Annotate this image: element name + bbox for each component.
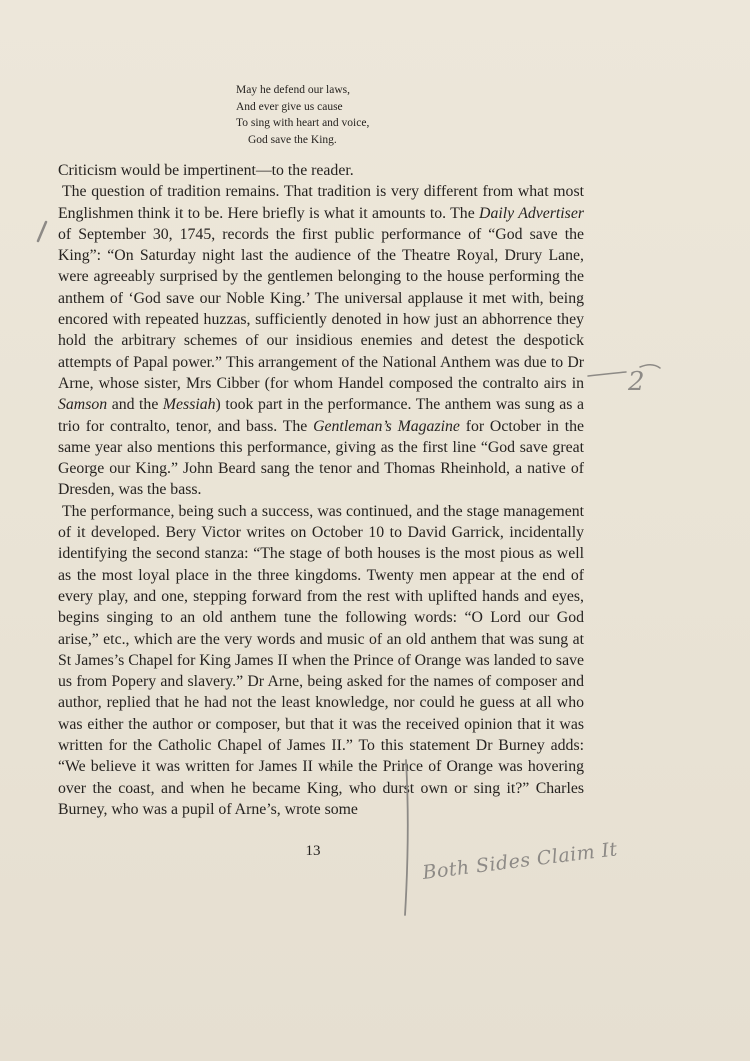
pencil-stroke bbox=[588, 372, 626, 376]
pencil-margin-note: Both Sides Claim It bbox=[421, 838, 619, 884]
text-run: The question of tradition remains. That tradition is very different from what most Englishmen think it to be. Here briefly is what it amounts to. The bbox=[58, 183, 584, 222]
verse-line-4: God save the King. bbox=[248, 133, 337, 146]
italic-title: Samson bbox=[58, 396, 108, 414]
page-number: 13 bbox=[305, 843, 321, 859]
text-run: and the bbox=[107, 396, 163, 414]
verse-block bbox=[236, 82, 369, 148]
paragraph-3 bbox=[58, 501, 584, 820]
italic-title: Messiah bbox=[162, 396, 216, 414]
text-run: The performance, being such a success, was continued, and the stage management of it developed. Bery Victor writes on October 10 to David Garrick, incidentally identifying the second stanza: “The stage of both houses is the most pious as well as the most loyal place in the three kingdoms. Twenty men appear at the end of every play, and one, stepping forward from the rest with uplifted hands and eyes, begins singing to an old anthem tune the following words: “O Lord our God arise,” etc., which are the very words and music of an old anthem that was sung at St James’s Chapel for King James II when the Prince of Orange was landed to save us from Popery and slavery.” Dr Arne, being asked for the names of composer and author, replied that he had not the least knowledge, nor could he guess at all who was either the author or composer, but that it was the received opinion that it was written for the Catholic Chapel of James II.” To this statement Dr Burney adds: “We believe it was written for James II while the Prince of Orange was hovering over the coast, and when he became King, who durst own or sing it?” Charles Burney, who was a pupil of Arne’s, wrote some bbox=[58, 502, 584, 818]
pencil-stroke bbox=[640, 365, 660, 368]
text-run: for October in the same year also mentions this performance, giving as the first line “God save great George our King.” John Beard sang the tenor and Thomas Rheinhold, a native of Dresden, was the bass. bbox=[58, 417, 585, 499]
paragraph-1 bbox=[58, 160, 584, 181]
text-run: of September 30, 1745, records the first public performance of “God save the King”: “On Saturday night last the audience of the Theatre Royal, Drury Lane, were agreeably surprised by the gentlemen belonging to the house performing the anthem of ‘God save our Noble King.’ The universal applause it met with, being encored with repeated huzzas, sufficiently denoted in how just an abhorrence they hold the arbitrary schemes of our insidious enemies and detest the despotick attempts of Papal power.” This arrangement of the National Anthem was due to Dr Arne, whose sister, Mrs Cibber (for whom Handel composed the contralto airs in bbox=[58, 225, 584, 392]
italic-title: Daily Advertiser bbox=[479, 204, 584, 222]
verse-line-3: To sing with heart and voice, bbox=[236, 117, 370, 129]
body-text bbox=[58, 160, 584, 820]
verse-line-1: May he defend our laws, bbox=[236, 84, 351, 96]
paragraph-2 bbox=[58, 181, 584, 500]
pencil-tick-mark bbox=[38, 222, 46, 241]
verse-line-2: And ever give us cause bbox=[236, 100, 343, 113]
italic-title: Gentleman’s Magazine bbox=[313, 417, 460, 435]
text-run: ) took part in the performance. The anthem was sung as a trio for contralto, tenor, and bass. The bbox=[58, 396, 584, 435]
text-run: Criticism would be impertinent—to the reader. bbox=[58, 162, 354, 179]
pencil-number-mark: 2 bbox=[628, 367, 645, 397]
